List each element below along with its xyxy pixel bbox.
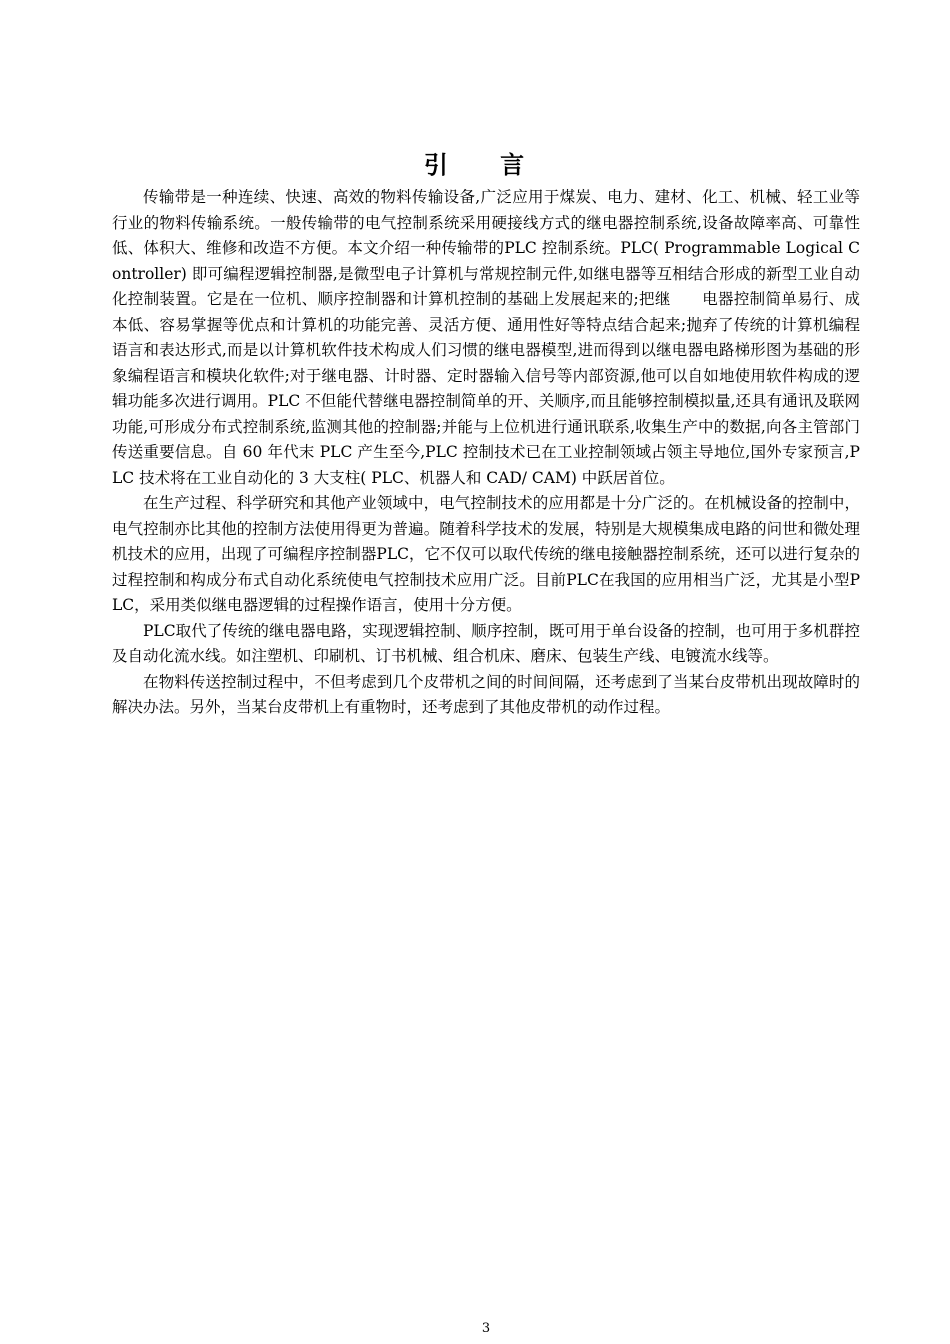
paragraph-plc-applications: PLC取代了传统的继电器电路，实现逻辑控制、顺序控制，既可用于单台设备的控制，也可用于多机群控及自动化流水线。如注塑机、印刷机、订书机械、组合机床、磨床、包装生产线、电镀流水线等。 xyxy=(112,621,860,665)
page-title: 引 言 xyxy=(423,150,547,180)
paragraph-intro: 传输带是一种连续、快速、高效的物料传输设备,广泛应用于煤炭、电力、建材、化工、机械、轻工业等行业的物料传输系统。一般传输带的电气控制系统采用硬接线方式的继电器控制系统,设备故障率高、可靠性低、体积大、维修和改造不方便。本文介绍一种传输带的PLC 控制系统。PLC( Programmable Logical Controller) 即可编程逻辑控制器,是微型电子计算机与常规控制元件,如继电器等互相结合形成的新型工业自动化控制装置。它是在一位机、顺序控制器和计算机控制的基础上发展起来的;把继 电器控制简单易行、成本低、容易掌握等优点和计算机的功能完善、灵活方便、通用性好等特点结合起来;抛弃了传统的计算机编程语言和表达形式,而是以计算机软件技术构成人们习惯的继电器模型,进而得到以继电器电路梯形图为基础的形象编程语言和模块化软件;对于继电器、计时器、定时器输入信号等内部资源,他可以自如地使用软件构成的逻辑功能多次进行调用。PLC 不但能代替继电器控制简单的开、关顺序,而且能够控制模拟量,还具有通讯及联网功能,可形成分布式控制系统,监测其他的控制器;并能与上位机进行通讯联系,收集生产中的数据,向各主管部门传送重要信息。自 60 年代末 PLC 产生至今,PLC 控制技术已在工业控制领域占领主导地位,国外专家预言,PLC 技术将在工业自动化的 3 大支柱( PLC、机器人和 CAD/ CAM) 中跃居首位。 xyxy=(112,188,860,487)
paragraph-conveyor-control: 在物料传送控制过程中，不但考虑到几个皮带机之间的时间间隔，还考虑到了当某台皮带机出现故障时的解决办法。另外，当某台皮带机上有重物时，还考虑到了其他皮带机的动作过程。 xyxy=(112,672,860,716)
body-text xyxy=(112,185,860,721)
page-number: 3 xyxy=(481,1321,491,1336)
paragraph-electrical-control: 在生产过程、科学研究和其他产业领域中，电气控制技术的应用都是十分广泛的。在机械设备的控制中，电气控制亦比其他的控制方法使用得更为普遍。随着科学技术的发展，特别是大规模集成电路的问世和微处理机技术的应用，出现了可编程序控制器PLC，它不仅可以取代传统的继电接触器控制系统，还可以进行复杂的过程控制和构成分布式自动化系统使电气控制技术应用广泛。目前PLC在我国的应用相当广泛，尤其是小型PLC，采用类似继电器逻辑的过程操作语言，使用十分方便。 xyxy=(112,494,860,614)
